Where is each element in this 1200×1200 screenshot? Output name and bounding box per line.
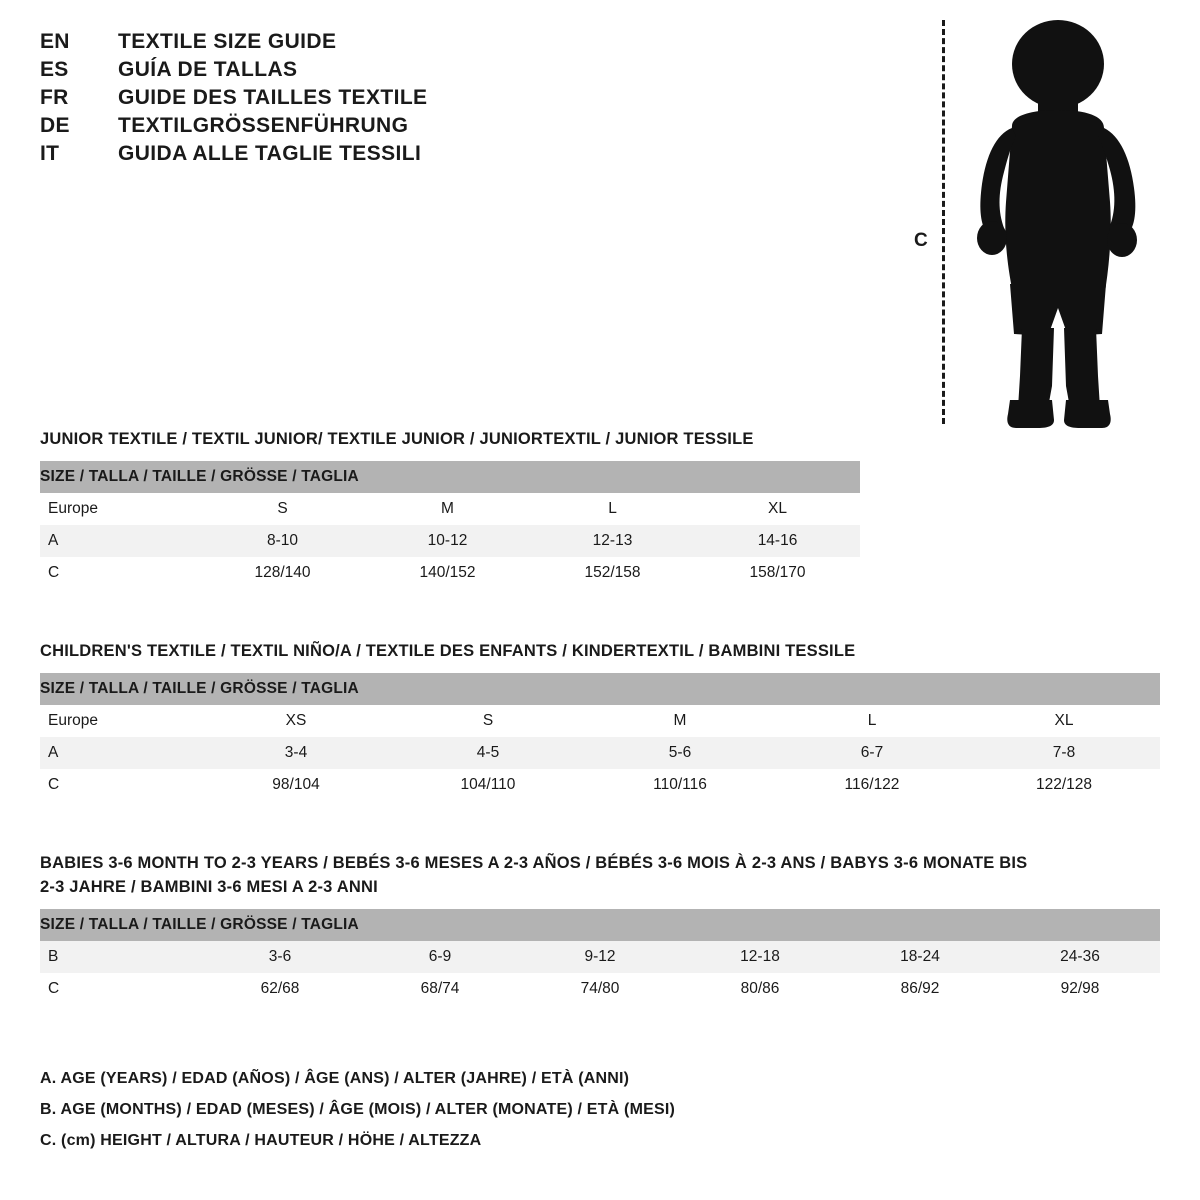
children-rowA-val-3: 6-7 [776, 737, 968, 769]
babies-rowB-val-0: 3-6 [200, 941, 360, 973]
legend-block [40, 1070, 1160, 1163]
children-rowA-label: A [40, 737, 200, 769]
table-band-row [40, 461, 860, 493]
children-rowC-val-4: 122/128 [968, 769, 1160, 801]
junior-rowC-label: C [40, 557, 200, 589]
title-text-es: GUÍA DE TALLAS [118, 58, 298, 81]
babies-rowB-val-1: 6-9 [360, 941, 520, 973]
title-lang-es: ES [40, 58, 69, 81]
table-row [40, 525, 860, 557]
junior-size-1: M [365, 493, 530, 525]
junior-rowC-val-0: 128/140 [200, 557, 365, 589]
child-silhouette-icon [952, 16, 1152, 428]
title-block [40, 30, 600, 170]
table-row [40, 705, 1160, 737]
babies-rowB-label: B [40, 941, 200, 973]
children-region-label: Europe [40, 705, 200, 737]
junior-rowA-val-3: 14-16 [695, 525, 860, 557]
table-band-row [40, 673, 1160, 705]
children-size-2: M [584, 705, 776, 737]
children-size-4: XL [968, 705, 1160, 737]
title-lang-en: EN [40, 30, 70, 53]
title-row-de [40, 114, 600, 138]
children-size-table [40, 673, 1160, 801]
legend-line-b: B. AGE (MONTHS) / EDAD (MESES) / ÂGE (MOIS) / ALTER (MONATE) / ETÀ (MESI) [40, 1101, 676, 1118]
title-row-fr [40, 86, 600, 110]
junior-rowA-val-1: 10-12 [365, 525, 530, 557]
title-row-en [40, 30, 600, 54]
junior-size-3: XL [695, 493, 860, 525]
babies-size-table [40, 909, 1160, 1005]
title-row-it [40, 142, 600, 166]
babies-rowB-val-4: 18-24 [840, 941, 1000, 973]
junior-rowC-val-3: 158/170 [695, 557, 860, 589]
babies-rowC-val-1: 68/74 [360, 973, 520, 1005]
children-rowC-val-0: 98/104 [200, 769, 392, 801]
height-figure [900, 12, 1160, 432]
children-size-1: S [392, 705, 584, 737]
junior-rowA-val-0: 8-10 [200, 525, 365, 557]
title-text-en: TEXTILE SIZE GUIDE [118, 30, 337, 53]
section-junior [40, 428, 1160, 589]
children-rowA-val-1: 4-5 [392, 737, 584, 769]
junior-size-2: L [530, 493, 695, 525]
babies-rowB-val-2: 9-12 [520, 941, 680, 973]
junior-rowA-label: A [40, 525, 200, 557]
children-rowA-val-4: 7-8 [968, 737, 1160, 769]
table-row [40, 737, 1160, 769]
babies-rowC-label: C [40, 973, 200, 1005]
table-row [40, 557, 860, 589]
babies-rowC-val-3: 80/86 [680, 973, 840, 1005]
section-junior-heading: JUNIOR TEXTILE / TEXTIL JUNIOR/ TEXTILE JUNIOR / JUNIORTEXTIL / JUNIOR TESSILE [40, 430, 754, 448]
junior-size-table [40, 461, 860, 589]
title-row-es [40, 58, 600, 82]
section-babies-heading: BABIES 3-6 MONTH TO 2-3 YEARS / BEBÉS 3-6 MESES A 2-3 AÑOS / BÉBÉS 3-6 MOIS À 2-3 ANS / BABYS 3-6 MONATE BIS 2-3 JAHRE / BAMBINI 3-6 MESI A 2-3 ANNI [40, 854, 1028, 896]
junior-rowC-val-1: 140/152 [365, 557, 530, 589]
title-lang-de: DE [40, 114, 70, 137]
figure-measure-label: C [914, 230, 928, 251]
children-band-label: SIZE / TALLA / TAILLE / GRÖSSE / TAGLIA [40, 673, 1160, 705]
babies-rowB-val-5: 24-36 [1000, 941, 1160, 973]
table-row [40, 941, 1160, 973]
title-text-de: TEXTILGRÖSSENFÜHRUNG [118, 114, 409, 137]
babies-rowC-val-5: 92/98 [1000, 973, 1160, 1005]
babies-band-label: SIZE / TALLA / TAILLE / GRÖSSE / TAGLIA [40, 909, 1160, 941]
measure-dashed-line [942, 20, 945, 424]
table-row [40, 769, 1160, 801]
junior-region-label: Europe [40, 493, 200, 525]
section-babies [40, 852, 1160, 1005]
junior-size-0: S [200, 493, 365, 525]
junior-rowC-val-2: 152/158 [530, 557, 695, 589]
children-rowC-label: C [40, 769, 200, 801]
junior-rowA-val-2: 12-13 [530, 525, 695, 557]
children-rowA-val-0: 3-4 [200, 737, 392, 769]
children-rowC-val-2: 110/116 [584, 769, 776, 801]
legend-line-a: A. AGE (YEARS) / EDAD (AÑOS) / ÂGE (ANS) / ALTER (JAHRE) / ETÀ (ANNI) [40, 1070, 630, 1087]
children-size-0: XS [200, 705, 392, 737]
title-lang-it: IT [40, 142, 60, 165]
children-size-3: L [776, 705, 968, 737]
babies-rowC-val-2: 74/80 [520, 973, 680, 1005]
title-text-fr: GUIDE DES TAILLES TEXTILE [118, 86, 428, 109]
section-children [40, 640, 1160, 801]
junior-band-label: SIZE / TALLA / TAILLE / GRÖSSE / TAGLIA [40, 461, 860, 493]
table-row [40, 493, 860, 525]
babies-rowC-val-4: 86/92 [840, 973, 1000, 1005]
children-rowC-val-1: 104/110 [392, 769, 584, 801]
section-children-heading: CHILDREN'S TEXTILE / TEXTIL NIÑO/A / TEXTILE DES ENFANTS / KINDERTEXTIL / BAMBINI TESSILE [40, 642, 856, 660]
babies-rowC-val-0: 62/68 [200, 973, 360, 1005]
children-rowC-val-3: 116/122 [776, 769, 968, 801]
legend-line-c: C. (cm) HEIGHT / ALTURA / HAUTEUR / HÖHE / ALTEZZA [40, 1132, 482, 1149]
babies-rowB-val-3: 12-18 [680, 941, 840, 973]
children-rowA-val-2: 5-6 [584, 737, 776, 769]
table-band-row [40, 909, 1160, 941]
table-row [40, 973, 1160, 1005]
title-text-it: GUIDA ALLE TAGLIE TESSILI [118, 142, 422, 165]
title-lang-fr: FR [40, 86, 69, 109]
